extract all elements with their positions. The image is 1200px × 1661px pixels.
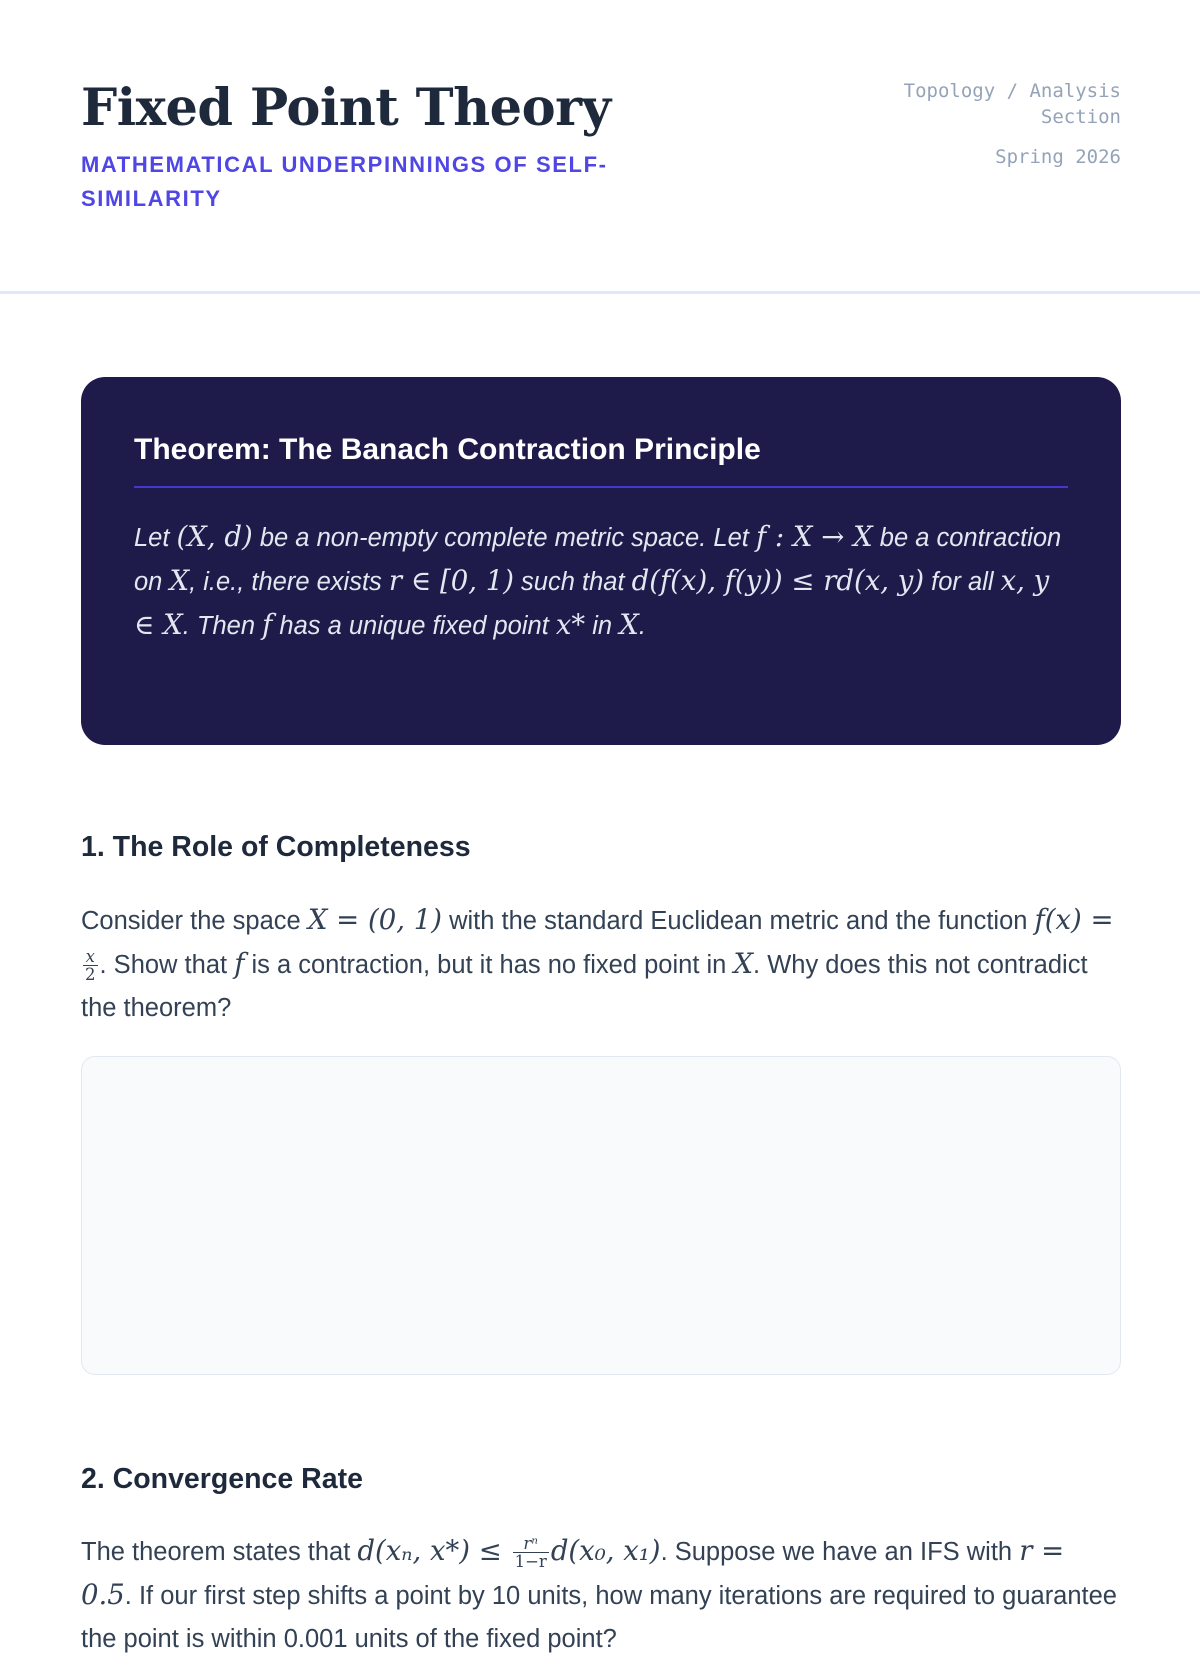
math-expression: d(f(x), f(y)) ≤ rd(x, y) — [631, 565, 925, 597]
math-expression: X — [733, 948, 754, 980]
math-expression: d(xₙ, x*) ≤ $\frac{\text{rⁿ}}{1-r}$ d(x₀, x₁) — [357, 1533, 661, 1571]
section-prompt-convergence: The theorem states that d(xₙ, x*) ≤ $\frac{\text{rⁿ}}{1-r}$ d(x₀, x₁). Suppose we have an IFS with r = 0.5. If our first step shifts a point by 10 units, how many iterations are required to guarantee the point is within 0.001 units of the fixed point? — [81, 1533, 1117, 1653]
theorem-heading: Theorem: The Banach Contraction Principle — [134, 433, 1068, 488]
fraction: $\frac{x}{2}$ — [85, 946, 96, 984]
math-expression: r = 0.5 — [81, 1535, 1065, 1611]
math-expression: f : X → X — [755, 521, 873, 553]
course-section: Section — [1040, 106, 1121, 128]
theorem-statement: Let (X, d) be a non-empty complete metric space. Let f : X → X be a contraction on X, i.e., there exists r ∈ [0, 1) such that d(f(x), f(y)) ≤ rd(x, y) for all x, y ∈ X. Then f has a unique fixed point x* in X. — [134, 521, 1062, 641]
fraction: $\frac{\text{rⁿ}}{1-r}$ — [514, 1533, 547, 1571]
math-expression: (X, d) — [176, 521, 253, 553]
answer-area[interactable] — [81, 1056, 1121, 1375]
math-expression: X = (0, 1) — [307, 904, 443, 936]
math-expression: f — [234, 948, 245, 980]
math-expression: X — [619, 609, 639, 641]
theorem-card — [81, 377, 1121, 745]
math-expression: X — [169, 565, 190, 597]
math-expression: f(x) = $\frac{x}{2}$ — [85, 904, 1114, 984]
course-name: Topology / Analysis — [903, 80, 1121, 102]
math-expression: r ∈ [0, 1) — [388, 565, 514, 597]
document-subtitle: MATHEMATICAL UNDERPINNINGS OF SELF-SIMILARITY — [81, 152, 608, 211]
section-heading-convergence: 2. Convergence Rate — [81, 1463, 363, 1495]
document-header — [0, 0, 1200, 294]
math-expression: x* — [555, 609, 586, 641]
section-prompt-completeness: Consider the space X = (0, 1) with the standard Euclidean metric and the function f(x) = $\frac{x}{2}$ . Show that f is a contraction, but it has no fixed point in X. Why does this not contradict the theorem? — [81, 904, 1114, 1022]
section-heading-completeness: 1. The Role of Completeness — [81, 831, 471, 863]
term-label: Spring 2026 — [995, 146, 1121, 168]
math-expression: x, y ∈ X — [134, 565, 1050, 641]
document-title: Fixed Point Theory — [81, 78, 611, 138]
math-expression: f — [262, 609, 273, 641]
course-meta — [861, 78, 1121, 170]
